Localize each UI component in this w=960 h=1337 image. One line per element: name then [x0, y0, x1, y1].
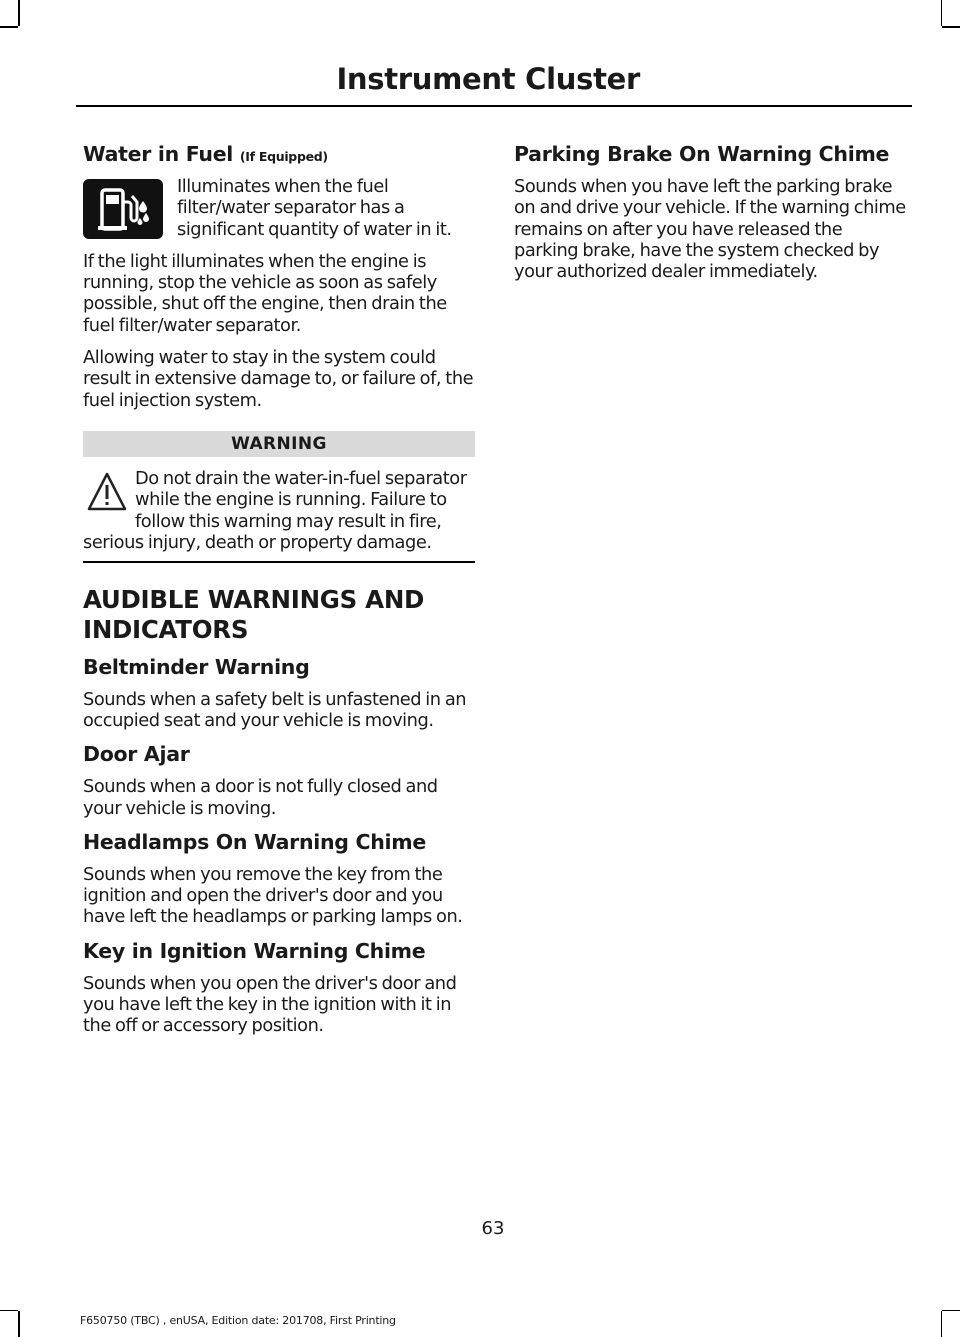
footer-edition-info: F650750 (TBC) , enUSA, Edition date: 201708, First Printing: [80, 1314, 396, 1327]
audible-warnings-heading: AUDIBLE WARNINGS AND INDICATORS: [83, 584, 425, 644]
warning-rule: [83, 561, 475, 563]
if-equipped-label: (If Equipped): [239, 149, 328, 164]
headlamps-text: Sounds when you remove the key from the ignition and open the driver's door and you have left the headlamps or parking lamps on.: [83, 863, 463, 928]
water-in-fuel-description: Illuminates when the fuel filter/water separator has a significant quantity of water in it.: [177, 176, 452, 240]
left-column: [83, 142, 475, 1048]
parking-brake-text: Sounds when you have left the parking brake on and drive your vehicle. If the warning chime remains on after you have released the parking brake, have the system checked by your authorized dealer immediately.: [514, 176, 906, 283]
headlamps-heading: Headlamps On Warning Chime: [83, 829, 426, 854]
water-in-fuel-instruction: If the light illuminates when the engine is running, stop the vehicle as soon as safely possible, shut off the engine, then drain the fuel filter/water separator.: [83, 250, 447, 336]
water-in-fuel-heading: [83, 142, 475, 166]
crop-mark: [18, 0, 20, 26]
crop-mark: [0, 26, 18, 28]
page-header-title: Instrument Cluster: [336, 62, 640, 96]
beltminder-heading: Beltminder Warning: [83, 654, 310, 679]
water-in-fuel-heading-text: Water in Fuel: [83, 142, 234, 166]
warning-triangle-icon: [85, 469, 129, 515]
crop-mark: [942, 1310, 960, 1312]
crop-mark: [941, 0, 943, 26]
key-in-ignition-text: Sounds when you open the driver's door and you have left the key in the ignition with it in the off or accessory position.: [83, 972, 457, 1037]
key-in-ignition-heading: Key in Ignition Warning Chime: [83, 938, 426, 963]
water-in-fuel-damage-note: Allowing water to stay in the system could result in extensive damage to, or failure of, the fuel injection system.: [83, 347, 474, 411]
header-rule: [76, 105, 912, 107]
page-number: 63: [481, 1218, 505, 1239]
parking-brake-heading: Parking Brake On Warning Chime: [514, 142, 890, 166]
crop-mark: [0, 1310, 18, 1312]
door-ajar-text: Sounds when a door is not fully closed and your vehicle is moving.: [83, 776, 438, 819]
crop-mark: [18, 1311, 20, 1337]
crop-mark: [941, 1311, 943, 1337]
door-ajar-heading: Door Ajar: [83, 742, 190, 767]
warning-text: Do not drain the water-in-fuel separator while the engine is running. Failure to follow this warning may result in fire, serious injury, death or property damage.: [83, 467, 467, 553]
right-column: [514, 142, 908, 293]
crop-mark: [942, 26, 960, 28]
warning-banner: WARNING: [83, 431, 475, 457]
fuel-pump-water-icon: [83, 179, 163, 239]
beltminder-text: Sounds when a safety belt is unfastened in an occupied seat and your vehicle is moving.: [83, 688, 467, 731]
